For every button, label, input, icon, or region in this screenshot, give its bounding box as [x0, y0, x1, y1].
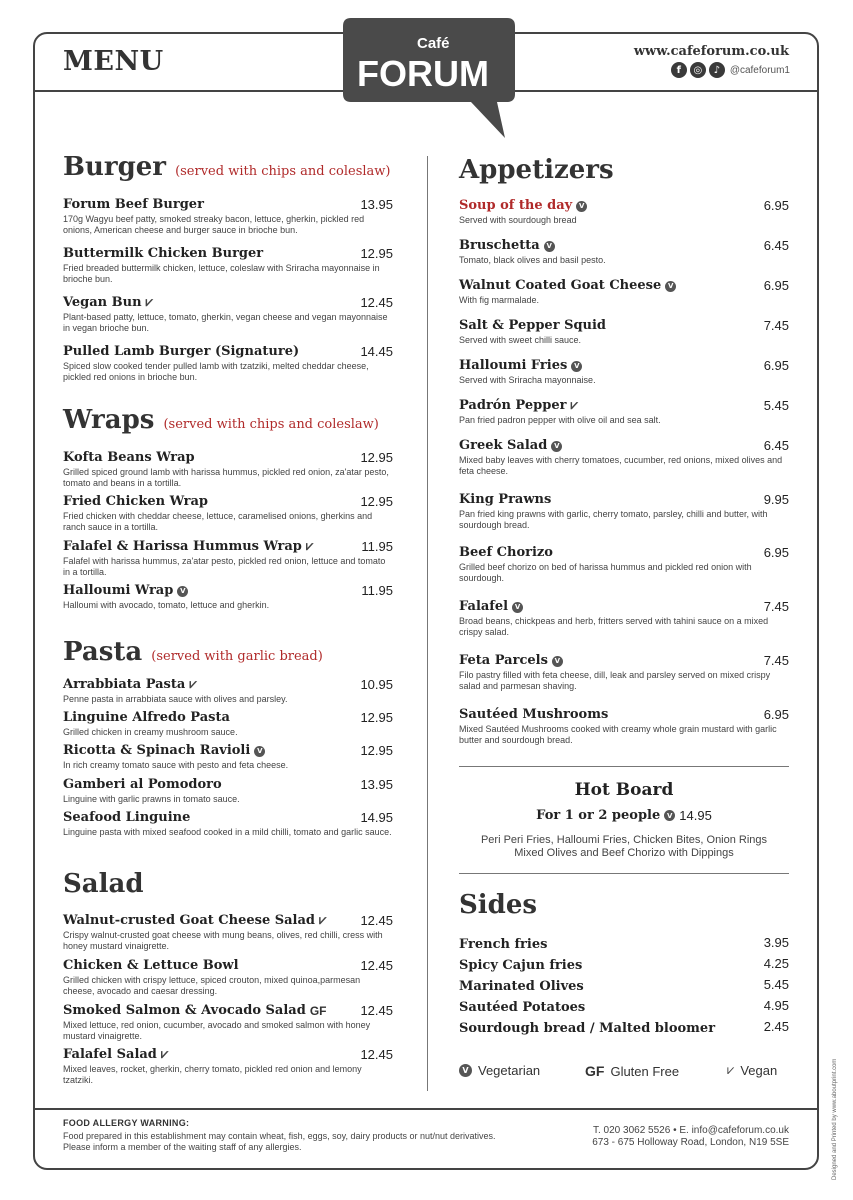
menu-item: Ricotta & Spinach Ravioli V 12.95 In rich creamy tomato sauce with pesto and feta cheese. [63, 743, 393, 770]
menu-item: Walnut Coated Goat Cheese V 6.95 With fig marmalade. [459, 278, 789, 305]
vegetarian-icon: V [665, 281, 676, 292]
social-handle: @cafeforum1 [729, 64, 790, 76]
tiktok-icon[interactable]: ♪ [709, 62, 725, 78]
vegan-icon: ⩗ [189, 677, 197, 692]
menu-item: Feta Parcels V 7.45 Filo pastry filled with feta cheese, dill, leak and parsley served on mixed crispy salad and parmesan shaving. [459, 653, 789, 691]
menu-item: Pulled Lamb Burger (Signature) 14.45 Spiced slow cooked tender pulled lamb with tzatziki, melted cheddar cheese, pickled red onions in brioche bun. [63, 344, 393, 382]
menu-item: Seafood Linguine 14.95 Linguine pasta with mixed seafood cooked in a mild chilli, tomato and garlic sauce. [63, 810, 393, 837]
vegetarian-icon: V [177, 586, 188, 597]
gluten-free-mark: GF [309, 1004, 327, 1018]
menu-item: Falafel V 7.45 Broad beans, chickpeas and herb, fritters served with tahini sauce on a mixed crispy salad. [459, 599, 789, 637]
vegan-icon: ⩗ [727, 1063, 735, 1078]
cafe-forum-logo [337, 10, 521, 142]
menu-item: Padrón Pepper ⩗ 5.45 Pan fried padron pepper with olive oil and sea salt. [459, 398, 789, 425]
side-item: Sourdough bread / Malted bloomer 2.45 [459, 1019, 789, 1036]
menu-item: Halloumi Wrap V 11.95 Halloumi with avocado, tomato, lettuce and gherkin. [63, 583, 393, 610]
legend-gluten-free: GF Gluten Free [585, 1063, 680, 1079]
side-item: Sautéed Potatoes 4.95 [459, 998, 789, 1015]
hotboard-description: Peri Peri Fries, Halloumi Fries, Chicken Bites, Onion Rings Mixed Olives and Beef Chorizo with Dippings [480, 834, 768, 859]
printer-credit: Designed and Printed by www.aboutprint.com [832, 1058, 838, 1180]
menu-item: Gamberi al Pomodoro 13.95 Linguine with garlic prawns in tomato sauce. [63, 777, 393, 804]
menu-item: Kofta Beans Wrap 12.95 Grilled spiced ground lamb with harissa hummus, pickled red onion, za'atar pesto, tomato and beans in a tortilla. [63, 450, 393, 488]
menu-item: Arrabbiata Pasta ⩗ 10.95 Penne pasta in arrabbiata sauce with olives and parsley. [63, 677, 393, 704]
menu-item: Soup of the day V 6.95 Served with sourdough bread [459, 198, 789, 225]
menu-item: Falafel Salad ⩗ 12.45 Mixed leaves, rocket, gherkin, cherry tomato, pickled red onion and lemony tzatziki. [63, 1047, 393, 1085]
hotboard-subtitle: For 1 or 2 people V 14.95 [536, 808, 712, 823]
appetizers-section-title: Appetizers [459, 155, 614, 185]
vegetarian-icon: V [551, 441, 562, 452]
contact-info: T. 020 3062 5526 • E. info@cafeforum.co.uk 673 - 675 Holloway Road, London, N19 5SE [592, 1125, 789, 1148]
vegetarian-icon: V [664, 810, 675, 821]
vegetarian-icon: V [459, 1064, 472, 1077]
instagram-icon[interactable]: ◎ [690, 62, 706, 78]
hotboard-top-rule [459, 766, 789, 767]
legend-vegetarian: V Vegetarian [459, 1063, 540, 1078]
vegetarian-icon: V [571, 361, 582, 372]
side-item: Marinated Olives 5.45 [459, 977, 789, 994]
logo-big-text: FORUM [357, 53, 489, 94]
menu-item: Chicken & Lettuce Bowl 12.45 Grilled chicken with crispy lettuce, spiced crouton, mixed quinoa,parmesan cheese, avocado and caesar dressing. [63, 958, 393, 996]
wraps-section-title: Wraps (served with chips and coleslaw) [63, 405, 379, 435]
side-item: Spicy Cajun fries 4.25 [459, 956, 789, 973]
menu-item: Buttermilk Chicken Burger 12.95 Fried breaded buttermilk chicken, lettuce, coleslaw with Sriracha mayonnaise in brioche bun. [63, 246, 393, 284]
hotboard-bottom-rule [459, 873, 789, 874]
menu-item: Fried Chicken Wrap 12.95 Fried chicken with cheddar cheese, lettuce, caramelised onions, gherkins and ranch sauce in a tortilla. [63, 494, 393, 532]
social-links [671, 62, 790, 78]
menu-item: King Prawns 9.95 Pan fried king prawns with garlic, cherry tomato, parsley, chilli and butter, with sourdough bread. [459, 492, 789, 530]
menu-item: Linguine Alfredo Pasta 12.95 Grilled chicken in creamy mushroom sauce. [63, 710, 393, 737]
menu-item: Falafel & Harissa Hummus Wrap ⩗ 11.95 Falafel with harissa hummus, za'atar pesto, pickled red onion, lettuce and tomato in a tortilla. [63, 539, 393, 577]
website-link[interactable]: www.cafeforum.co.uk [633, 44, 789, 59]
vegetarian-icon: V [576, 201, 587, 212]
logo-small-text: Café [417, 35, 450, 52]
menu-item: Greek Salad V 6.45 Mixed baby leaves with cherry tomatoes, cucumber, red onions, mixed olives and feta cheese. [459, 438, 789, 476]
vegetarian-icon: V [552, 656, 563, 667]
hotboard-title: Hot Board [574, 780, 674, 800]
vegan-icon: ⩗ [319, 913, 327, 928]
vegetarian-icon: V [254, 746, 265, 757]
allergy-warning: FOOD ALLERGY WARNING: Food prepared in this establishment may contain wheat, fish, eggs, soy, dairy products or nut/nut derivatives. Please inform a member of the waiting staff of any allergies. [63, 1118, 496, 1152]
vegetarian-icon: V [512, 602, 523, 613]
burger-section-title: Burger (served with chips and coleslaw) [63, 152, 391, 182]
menu-item: Bruschetta V 6.45 Tomato, black olives and basil pesto. [459, 238, 789, 265]
sides-section-title: Sides [459, 890, 538, 920]
menu-item: Salt & Pepper Squid 7.45 Served with sweet chilli sauce. [459, 318, 789, 345]
page-title: MENU [63, 46, 164, 77]
vegan-icon: ⩗ [160, 1047, 169, 1062]
vegan-icon: ⩗ [145, 295, 153, 310]
side-item: French fries 3.95 [459, 935, 789, 952]
menu-item: Halloumi Fries V 6.95 Served with Sriracha mayonnaise. [459, 358, 789, 385]
menu-item: Forum Beef Burger 13.95 170g Wagyu beef patty, smoked streaky bacon, lettuce, gherkin, pickled red onions, American cheese and burger sauce in brioche bun. [63, 197, 393, 235]
menu-item: Sautéed Mushrooms 6.95 Mixed Sautéed Mushrooms cooked with creamy whole grain mustard with garlic butter and sourdough bread. [459, 707, 789, 745]
facebook-icon[interactable]: f [671, 62, 687, 78]
menu-item: Vegan Bun ⩗ 12.45 Plant-based patty, lettuce, tomato, gherkin, vegan cheese and vegan mayonnaise in vegan brioche bun. [63, 295, 393, 333]
footer-divider [33, 1108, 819, 1110]
legend-vegan: ⩗ Vegan [727, 1063, 778, 1078]
vegetarian-icon: V [544, 241, 555, 252]
vegan-icon: ⩗ [570, 398, 578, 413]
column-divider [427, 156, 428, 1091]
menu-item: Smoked Salmon & Avocado Salad GF 12.45 Mixed lettuce, red onion, cucumber, avocado and smoked salmon with honey mustard vinaigrette. [63, 1003, 393, 1041]
pasta-section-title: Pasta (served with garlic bread) [63, 637, 323, 667]
menu-item: Walnut-crusted Goat Cheese Salad ⩗ 12.45 Crispy walnut-crusted goat cheese with mung beans, olives, red chilli, cress with honey mustard vinaigrette. [63, 913, 393, 951]
vegan-icon: ⩗ [305, 539, 314, 554]
menu-item: Beef Chorizo 6.95 Grilled beef chorizo on bed of harissa hummus and pickled red onion with sourdough. [459, 545, 789, 583]
salad-section-title: Salad [63, 869, 144, 899]
